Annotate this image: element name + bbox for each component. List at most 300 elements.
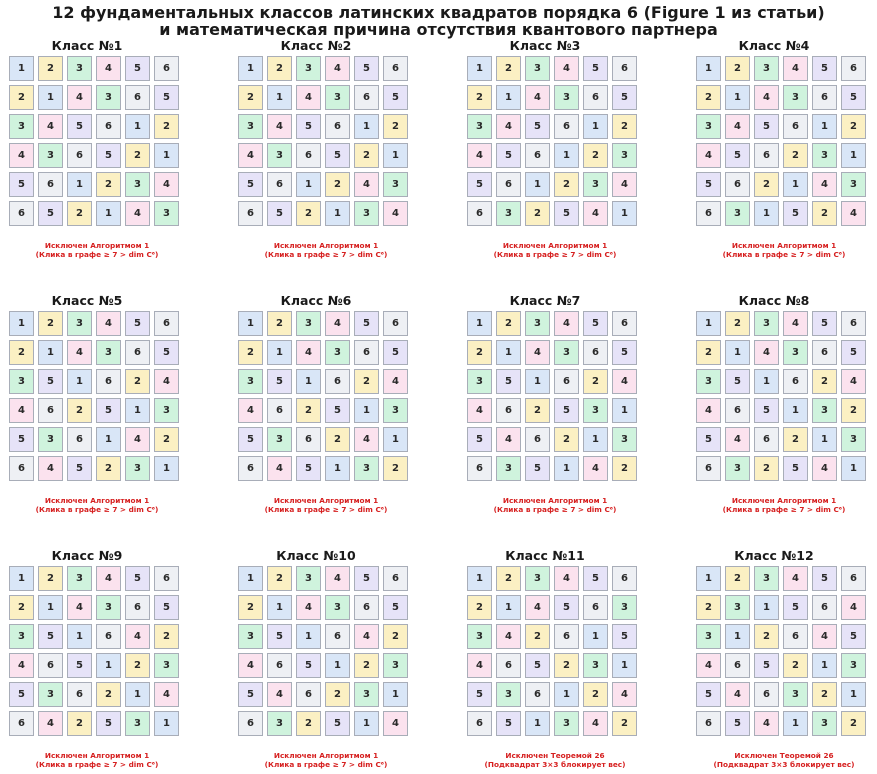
grid-cell: 2 (383, 456, 408, 481)
grid-cell: 3 (238, 369, 263, 394)
grid-cell: 3 (67, 311, 92, 336)
latin-square-grid (696, 56, 869, 229)
grid-cell: 3 (325, 595, 350, 620)
grid-cell: 6 (238, 711, 263, 736)
grid-cell: 6 (9, 201, 34, 226)
grid-cell: 1 (496, 595, 521, 620)
grid-cell: 6 (725, 398, 750, 423)
grid-cell: 6 (38, 398, 63, 423)
grid-cell: 4 (67, 595, 92, 620)
grid-cell: 2 (725, 311, 750, 336)
grid-cell: 4 (38, 456, 63, 481)
class-title: Класс №10 (276, 548, 356, 563)
grid-cell: 6 (325, 369, 350, 394)
grid-cell: 4 (9, 398, 34, 423)
grid-cell: 4 (812, 456, 837, 481)
grid-cell: 4 (67, 340, 92, 365)
grid-cell: 5 (96, 398, 121, 423)
grid-cell: 2 (154, 624, 179, 649)
grid-cell: 5 (696, 172, 721, 197)
grid-cell: 1 (67, 172, 92, 197)
grid-cell: 1 (467, 56, 492, 81)
grid-cell: 4 (267, 682, 292, 707)
grid-cell: 2 (267, 56, 292, 81)
grid-cell: 5 (325, 398, 350, 423)
grid-cell: 5 (812, 56, 837, 81)
grid-cell: 4 (325, 566, 350, 591)
grid-cell: 1 (238, 56, 263, 81)
grid-cell: 5 (38, 369, 63, 394)
grid-cell: 5 (125, 311, 150, 336)
exclusion-detail: (Клика в графе ≥ 7 > dim C⁶) (264, 250, 388, 259)
grid-cell: 2 (267, 566, 292, 591)
grid-cell: 5 (696, 427, 721, 452)
grid-cell: 3 (296, 311, 321, 336)
grid-cell: 1 (612, 398, 637, 423)
grid-cell: 2 (296, 201, 321, 226)
grid-cell: 6 (812, 85, 837, 110)
grid-cell: 4 (754, 85, 779, 110)
grid-cell: 4 (154, 682, 179, 707)
grid-cell: 5 (354, 56, 379, 81)
grid-cell: 2 (525, 201, 550, 226)
grid-cell: 6 (583, 340, 608, 365)
grid-cell: 5 (9, 427, 34, 452)
grid-cell: 2 (38, 566, 63, 591)
grid-cell: 2 (238, 340, 263, 365)
exclusion-note (689, 751, 877, 769)
grid-cell: 2 (696, 595, 721, 620)
grid-cell: 3 (267, 427, 292, 452)
grid-cell: 1 (525, 172, 550, 197)
grid-cell: 1 (67, 624, 92, 649)
grid-cell: 2 (496, 566, 521, 591)
grid-cell: 2 (754, 172, 779, 197)
grid-cell: 3 (325, 340, 350, 365)
grid-cell: 3 (383, 398, 408, 423)
grid-cell: 3 (38, 427, 63, 452)
exclusion-reason: Исключен Алгоритмом 1 (731, 241, 837, 250)
grid-cell: 2 (583, 143, 608, 168)
grid-cell: 5 (9, 172, 34, 197)
grid-cell: 3 (725, 456, 750, 481)
grid-cell: 4 (296, 85, 321, 110)
class-title: Класс №6 (280, 293, 352, 308)
grid-cell: 3 (754, 311, 779, 336)
grid-cell: 5 (496, 711, 521, 736)
grid-cell: 1 (9, 56, 34, 81)
grid-cell: 5 (725, 369, 750, 394)
grid-cell: 1 (383, 143, 408, 168)
latin-square-grid (9, 56, 182, 229)
grid-cell: 6 (754, 682, 779, 707)
grid-cell: 4 (696, 653, 721, 678)
grid-cell: 3 (38, 143, 63, 168)
grid-cell: 5 (383, 340, 408, 365)
grid-cell: 3 (554, 340, 579, 365)
grid-cell: 4 (612, 682, 637, 707)
grid-cell: 3 (841, 172, 866, 197)
grid-cell: 3 (496, 456, 521, 481)
grid-cell: 2 (67, 201, 92, 226)
grid-cell: 6 (125, 595, 150, 620)
grid-cell: 2 (354, 143, 379, 168)
grid-cell: 1 (554, 143, 579, 168)
grid-cell: 1 (96, 653, 121, 678)
grid-cell: 4 (583, 456, 608, 481)
grid-cell: 4 (67, 85, 92, 110)
grid-cell: 6 (383, 566, 408, 591)
exclusion-detail: (Клика в графе ≥ 7 > dim C⁶) (264, 760, 388, 769)
grid-cell: 4 (583, 711, 608, 736)
grid-cell: 5 (325, 711, 350, 736)
grid-cell: 1 (154, 711, 179, 736)
grid-cell: 3 (38, 682, 63, 707)
grid-cell: 5 (754, 653, 779, 678)
class-title: Класс №12 (734, 548, 814, 563)
grid-cell: 5 (125, 56, 150, 81)
grid-cell: 2 (38, 56, 63, 81)
grid-cell: 5 (9, 682, 34, 707)
grid-cell: 5 (154, 85, 179, 110)
grid-cell: 6 (696, 456, 721, 481)
grid-cell: 2 (525, 624, 550, 649)
grid-cell: 3 (125, 172, 150, 197)
grid-cell: 5 (354, 566, 379, 591)
grid-cell: 3 (725, 201, 750, 226)
grid-cell: 3 (125, 711, 150, 736)
grid-cell: 5 (467, 172, 492, 197)
grid-cell: 1 (354, 114, 379, 139)
grid-cell: 1 (841, 682, 866, 707)
grid-cell: 1 (267, 340, 292, 365)
exclusion-note (2, 751, 192, 769)
grid-cell: 4 (38, 114, 63, 139)
grid-cell: 2 (812, 201, 837, 226)
grid-cell: 6 (496, 653, 521, 678)
grid-cell: 6 (583, 595, 608, 620)
grid-cell: 3 (525, 56, 550, 81)
grid-cell: 6 (9, 456, 34, 481)
grid-cell: 4 (96, 56, 121, 81)
grid-cell: 2 (812, 682, 837, 707)
grid-cell: 6 (496, 398, 521, 423)
grid-cell: 2 (38, 311, 63, 336)
grid-cell: 5 (754, 398, 779, 423)
grid-cell: 6 (325, 114, 350, 139)
grid-cell: 5 (67, 456, 92, 481)
grid-cell: 5 (554, 398, 579, 423)
grid-cell: 3 (783, 682, 808, 707)
exclusion-note (460, 496, 650, 514)
grid-cell: 1 (96, 427, 121, 452)
grid-cell: 4 (783, 56, 808, 81)
grid-cell: 4 (725, 427, 750, 452)
grid-cell: 1 (754, 369, 779, 394)
grid-cell: 2 (67, 398, 92, 423)
grid-cell: 3 (467, 624, 492, 649)
grid-cell: 1 (696, 311, 721, 336)
grid-cell: 4 (841, 595, 866, 620)
exclusion-detail: (Клика в графе ≥ 7 > dim C⁶) (493, 250, 617, 259)
class-title: Класс №2 (280, 38, 352, 53)
grid-cell: 4 (525, 595, 550, 620)
grid-cell: 5 (525, 653, 550, 678)
grid-cell: 2 (754, 456, 779, 481)
grid-cell: 3 (467, 114, 492, 139)
grid-cell: 1 (383, 682, 408, 707)
grid-cell: 5 (38, 624, 63, 649)
grid-cell: 6 (67, 682, 92, 707)
grid-cell: 2 (125, 369, 150, 394)
grid-cell: 5 (154, 340, 179, 365)
grid-cell: 5 (467, 427, 492, 452)
grid-cell: 1 (125, 114, 150, 139)
grid-cell: 1 (725, 624, 750, 649)
grid-cell: 5 (612, 85, 637, 110)
latin-square-grid (238, 566, 411, 739)
grid-cell: 4 (354, 624, 379, 649)
latin-square-grid (696, 311, 869, 484)
grid-cell: 1 (154, 456, 179, 481)
grid-cell: 5 (725, 711, 750, 736)
grid-cell: 6 (467, 456, 492, 481)
grid-cell: 6 (783, 369, 808, 394)
grid-cell: 1 (525, 711, 550, 736)
grid-cell: 3 (9, 624, 34, 649)
grid-cell: 3 (583, 653, 608, 678)
grid-cell: 3 (467, 369, 492, 394)
grid-cell: 4 (125, 201, 150, 226)
grid-cell: 3 (754, 566, 779, 591)
grid-cell: 1 (325, 201, 350, 226)
grid-cell: 1 (754, 595, 779, 620)
grid-cell: 1 (125, 682, 150, 707)
grid-cell: 5 (612, 624, 637, 649)
grid-cell: 2 (841, 114, 866, 139)
grid-cell: 1 (612, 201, 637, 226)
grid-cell: 3 (238, 624, 263, 649)
grid-cell: 6 (583, 85, 608, 110)
grid-cell: 5 (841, 340, 866, 365)
grid-cell: 6 (467, 711, 492, 736)
exclusion-note (460, 751, 650, 769)
grid-cell: 4 (783, 311, 808, 336)
grid-cell: 4 (496, 114, 521, 139)
grid-cell: 1 (725, 85, 750, 110)
grid-cell: 1 (583, 427, 608, 452)
grid-cell: 3 (67, 56, 92, 81)
grid-cell: 1 (496, 85, 521, 110)
figure-title-line-1: 12 фундаментальных классов латинских квадратов порядка 6 (Figure 1 из статьи) (52, 3, 825, 22)
exclusion-detail: (Клика в графе ≥ 7 > dim C⁶) (722, 505, 846, 514)
grid-cell: 2 (383, 624, 408, 649)
grid-cell: 2 (696, 85, 721, 110)
grid-cell: 6 (467, 201, 492, 226)
grid-cell: 2 (554, 427, 579, 452)
grid-cell: 6 (612, 56, 637, 81)
grid-cell: 1 (725, 340, 750, 365)
grid-cell: 3 (67, 566, 92, 591)
grid-cell: 2 (9, 340, 34, 365)
grid-cell: 6 (296, 427, 321, 452)
grid-cell: 3 (525, 566, 550, 591)
grid-cell: 1 (383, 427, 408, 452)
grid-cell: 6 (841, 56, 866, 81)
grid-cell: 6 (154, 56, 179, 81)
exclusion-detail: (Клика в графе ≥ 7 > dim C⁶) (35, 505, 159, 514)
grid-cell: 5 (467, 682, 492, 707)
grid-cell: 2 (812, 369, 837, 394)
grid-cell: 6 (696, 711, 721, 736)
class-title: Класс №7 (509, 293, 581, 308)
grid-cell: 4 (125, 427, 150, 452)
grid-cell: 4 (296, 340, 321, 365)
grid-cell: 5 (496, 143, 521, 168)
grid-cell: 4 (325, 311, 350, 336)
grid-cell: 1 (583, 114, 608, 139)
grid-cell: 4 (783, 566, 808, 591)
exclusion-detail: (Клика в графе ≥ 7 > dim C⁶) (35, 760, 159, 769)
grid-cell: 5 (783, 201, 808, 226)
grid-cell: 3 (267, 711, 292, 736)
grid-cell: 5 (612, 340, 637, 365)
grid-cell: 3 (583, 398, 608, 423)
grid-cell: 2 (467, 340, 492, 365)
exclusion-note (460, 241, 650, 259)
grid-cell: 5 (554, 201, 579, 226)
grid-cell: 1 (325, 456, 350, 481)
latin-square-grid (238, 56, 411, 229)
grid-cell: 6 (812, 340, 837, 365)
grid-cell: 6 (383, 56, 408, 81)
grid-cell: 5 (812, 566, 837, 591)
grid-cell: 4 (754, 340, 779, 365)
grid-cell: 1 (783, 398, 808, 423)
grid-cell: 4 (125, 624, 150, 649)
grid-cell: 6 (554, 624, 579, 649)
grid-cell: 2 (325, 682, 350, 707)
grid-cell: 1 (154, 143, 179, 168)
grid-cell: 6 (496, 172, 521, 197)
grid-cell: 4 (154, 172, 179, 197)
figure-title-line-2: и математическая причина отсутствия квантового партнера (159, 20, 718, 39)
grid-cell: 3 (812, 711, 837, 736)
grid-cell: 4 (383, 711, 408, 736)
grid-cell: 6 (841, 311, 866, 336)
grid-cell: 6 (696, 201, 721, 226)
latin-square-grid (238, 311, 411, 484)
grid-cell: 1 (354, 398, 379, 423)
grid-cell: 4 (612, 172, 637, 197)
grid-cell: 4 (496, 427, 521, 452)
grid-cell: 1 (612, 653, 637, 678)
exclusion-reason: Исключен Алгоритмом 1 (44, 496, 150, 505)
grid-cell: 4 (267, 456, 292, 481)
grid-cell: 5 (783, 456, 808, 481)
grid-cell: 3 (612, 143, 637, 168)
grid-cell: 1 (754, 201, 779, 226)
grid-cell: 6 (783, 114, 808, 139)
grid-cell: 1 (554, 682, 579, 707)
grid-cell: 2 (612, 711, 637, 736)
grid-cell: 4 (754, 711, 779, 736)
grid-cell: 2 (238, 85, 263, 110)
grid-cell: 6 (296, 682, 321, 707)
grid-cell: 6 (125, 340, 150, 365)
grid-cell: 2 (154, 114, 179, 139)
grid-cell: 6 (754, 427, 779, 452)
grid-cell: 3 (325, 85, 350, 110)
exclusion-reason: Исключен Алгоритмом 1 (502, 496, 608, 505)
exclusion-reason: Исключен Алгоритмом 1 (44, 751, 150, 760)
grid-cell: 6 (38, 172, 63, 197)
grid-cell: 2 (783, 653, 808, 678)
grid-cell: 4 (841, 369, 866, 394)
grid-cell: 2 (525, 398, 550, 423)
grid-cell: 3 (783, 85, 808, 110)
grid-cell: 2 (496, 56, 521, 81)
grid-cell: 6 (9, 711, 34, 736)
grid-cell: 5 (812, 311, 837, 336)
grid-cell: 1 (354, 711, 379, 736)
grid-cell: 3 (354, 682, 379, 707)
grid-cell: 1 (812, 653, 837, 678)
grid-cell: 1 (841, 143, 866, 168)
class-title: Класс №11 (505, 548, 585, 563)
class-title: Класс №8 (738, 293, 810, 308)
grid-cell: 1 (96, 201, 121, 226)
grid-cell: 5 (67, 653, 92, 678)
grid-cell: 5 (496, 369, 521, 394)
grid-cell: 3 (841, 427, 866, 452)
grid-cell: 2 (154, 427, 179, 452)
grid-cell: 5 (238, 172, 263, 197)
grid-cell: 5 (96, 143, 121, 168)
grid-cell: 2 (267, 311, 292, 336)
exclusion-reason: Исключен Алгоритмом 1 (502, 241, 608, 250)
grid-cell: 6 (754, 143, 779, 168)
grid-cell: 5 (67, 114, 92, 139)
grid-cell: 6 (96, 624, 121, 649)
grid-cell: 6 (267, 398, 292, 423)
grid-cell: 2 (554, 653, 579, 678)
grid-cell: 5 (554, 595, 579, 620)
grid-cell: 1 (67, 369, 92, 394)
grid-cell: 5 (125, 566, 150, 591)
grid-cell: 1 (267, 595, 292, 620)
grid-cell: 3 (96, 340, 121, 365)
grid-cell: 6 (612, 311, 637, 336)
grid-cell: 1 (296, 172, 321, 197)
grid-cell: 4 (496, 624, 521, 649)
grid-cell: 1 (696, 56, 721, 81)
grid-cell: 3 (812, 143, 837, 168)
class-title: Класс №9 (51, 548, 123, 563)
grid-cell: 3 (125, 456, 150, 481)
grid-cell: 3 (154, 398, 179, 423)
latin-square-grid (467, 311, 640, 484)
grid-cell: 6 (725, 653, 750, 678)
grid-cell: 1 (9, 566, 34, 591)
grid-cell: 1 (296, 369, 321, 394)
grid-cell: 4 (354, 172, 379, 197)
grid-cell: 3 (496, 682, 521, 707)
grid-cell: 5 (754, 114, 779, 139)
grid-cell: 2 (725, 566, 750, 591)
grid-cell: 2 (354, 369, 379, 394)
grid-cell: 2 (783, 427, 808, 452)
